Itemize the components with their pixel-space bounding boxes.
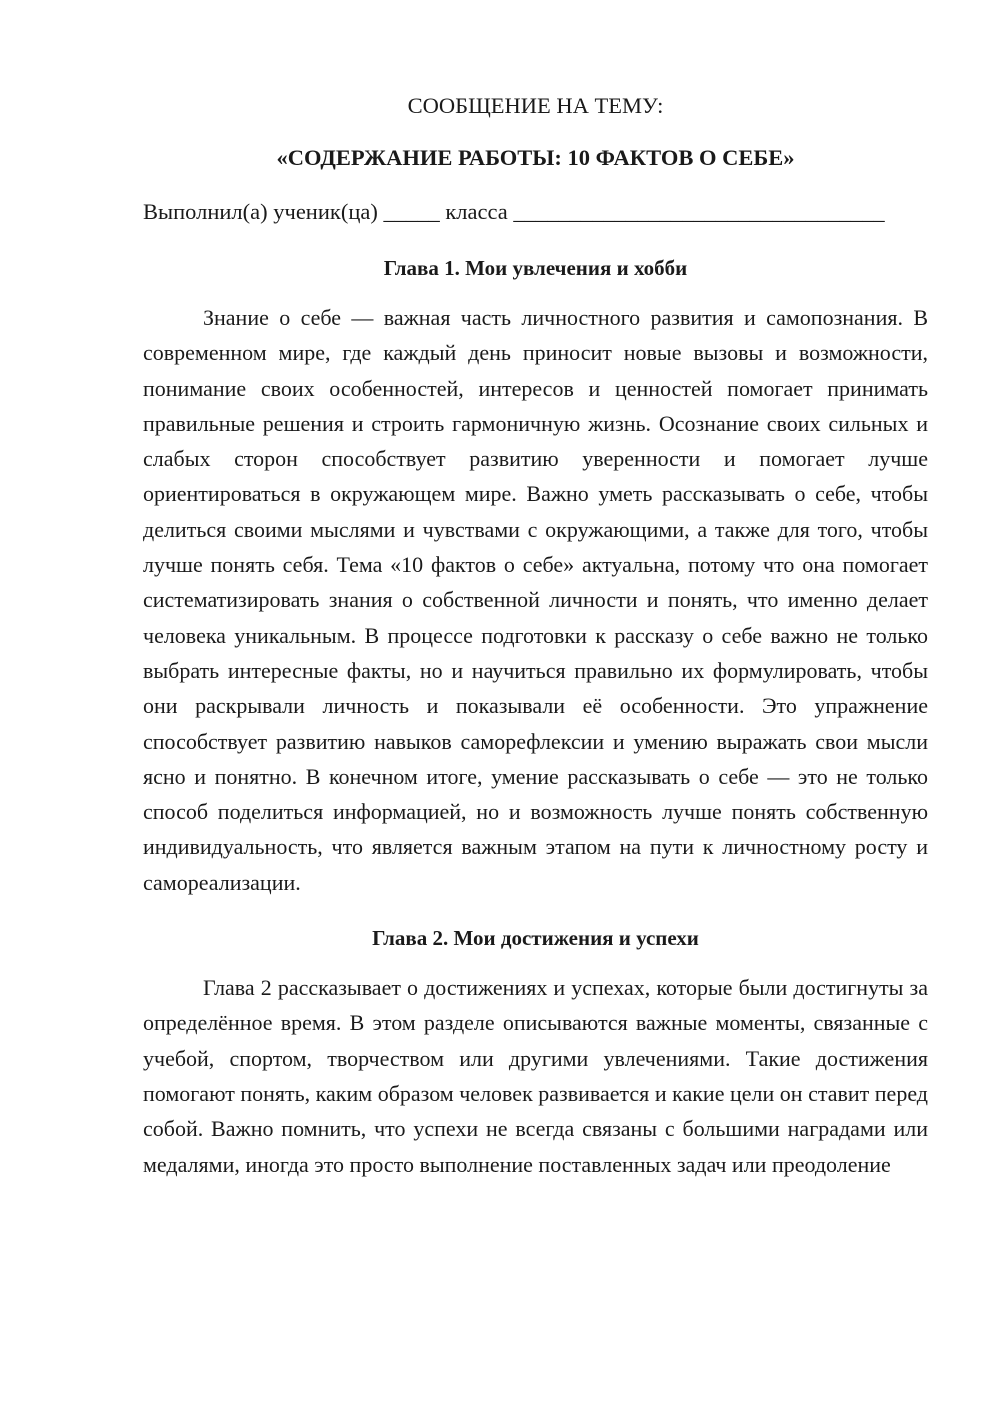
author-line: Выполнил(а) ученик(ца) _____ класса _________________________________ [143, 199, 885, 224]
document-subtitle: «СОДЕРЖАНИЕ РАБОТЫ: 10 ФАКТОВ О СЕБЕ» [276, 145, 795, 170]
document-page [143, 90, 928, 1217]
chapter-1-heading: Глава 1. Мои увлечения и хобби [383, 256, 688, 280]
chapter-2-heading: Глава 2. Мои достижения и успехи [372, 926, 699, 951]
chapter-2-paragraph: Глава 2 рассказывает о достижениях и успехах, которые были достигнуты за определённое время. В этом разделе описываются важные моменты, связанные с учебой, спортом, творчеством или другими увлечениями. Такие достижения помогают понять, каким образом человек развивается и какие цели он ставит перед собой. Важно помнить, что успехи не всегда связаны с большими наградами или медалями, иногда это просто выполнение поставленных задач или преодоление [143, 975, 928, 1177]
chapter-1-paragraph: Знание о себе — важная часть личностного развития и самопознания. В современном мире, где каждый день приносит новые вызовы и возможности, понимание своих особенностей, интересов и ценностей помогает принимать правильные решения и строить гармоничную жизнь. Осознание своих сильных и слабых сторон способствует развитию уверенности и помогает лучше ориентироваться в окружающем мире. Важно уметь рассказывать о себе, чтобы делиться своими мыслями и чувствами с окружающими, а также для того, чтобы лучше понять себя. Тема «10 фактов о себе» актуальна, потому что она помогает систематизировать знания о собственной личности и понять, что именно делает человека уникальным. В процессе подготовки к рассказу о себе важно не только выбрать интересные факты, но и научиться правильно их формулировать, чтобы они раскрывали личность и показывали её особенности. Это упражнение способствует развитию навыков саморефлексии и умению выражать свои мысли ясно и понятно. В конечном итоге, умение рассказывать о себе — это не только способ поделиться информацией, но и возможность лучше понять собственную индивидуальность, что является важным этапом на пути к личностному росту и самореализации. [143, 305, 928, 895]
document-title: СООБЩЕНИЕ НА ТЕМУ: [407, 93, 664, 118]
